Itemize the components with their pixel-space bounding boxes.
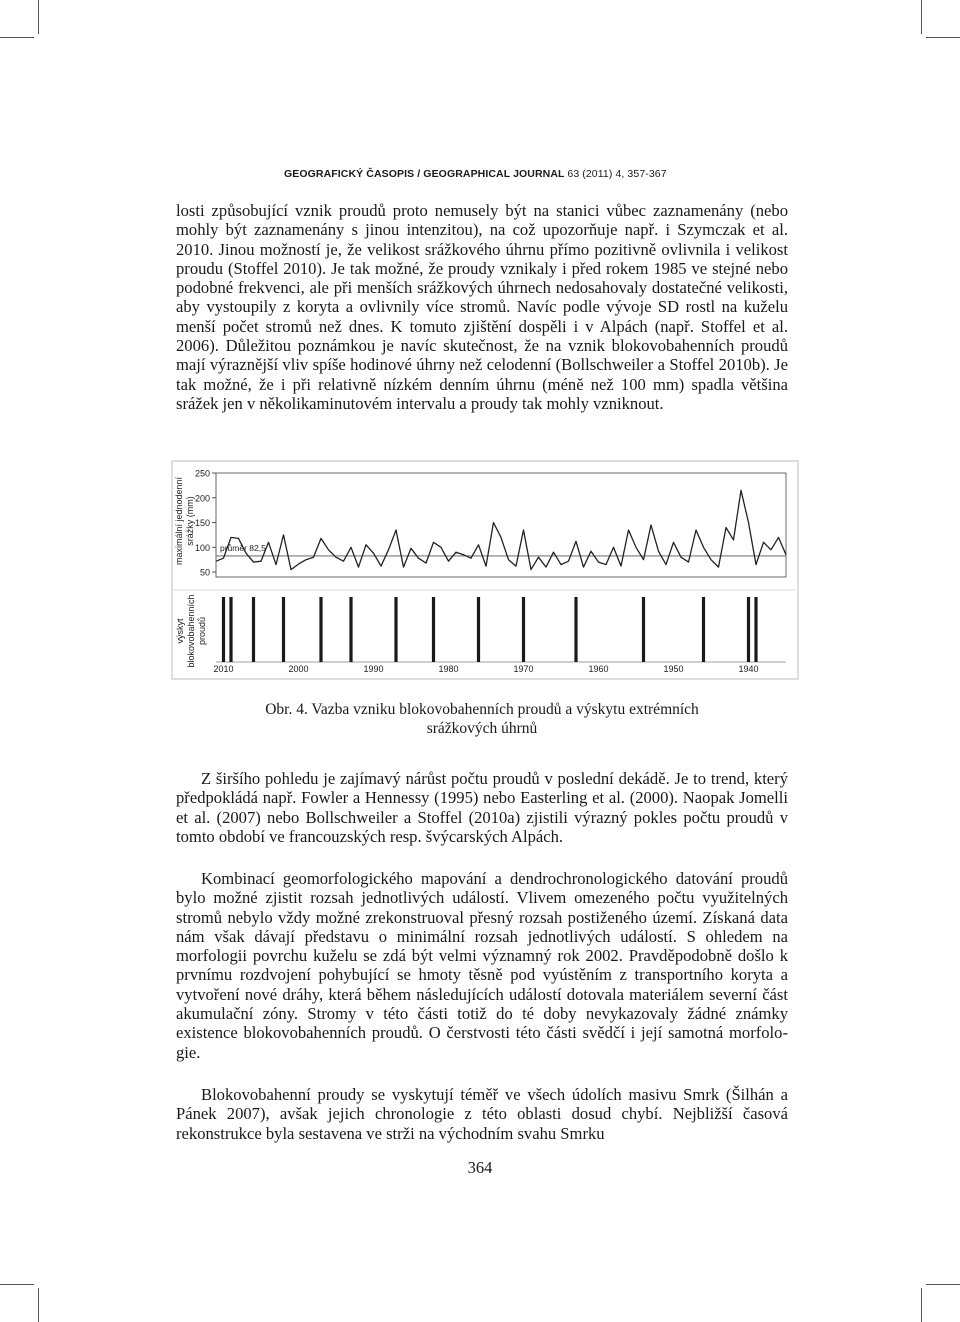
paragraph-4: Blokovobahenní proudy se vyskytují téměř ve všech údolích masivu Smrk (Šilhán a Pánek 2007), avšak jejich chronologie z této oblasti dosud chybí. Nejbližší časová rekonstrukce byla sestavena ve strži na východním svahu Smrku	[176, 1085, 788, 1143]
debris-flow-event-bar	[282, 597, 285, 662]
debris-flow-event-bar	[394, 597, 397, 662]
upper-ylabel-line-2: srážky (mm)	[185, 496, 195, 546]
paragraph-2: Z širšího pohledu je zajímavý nárůst počtu proudů v poslední dekádě. Je to trend, který předpokládá např. Fowler a Hennessy (1995) nebo Easterling et al. (2000). Naopak Jomelli et al. (2007) nebo Bollschweiler a Stoffel (2010a) zjistili výrazný pokles počtu proudů v tomto období ve francouzských resp. švýcarských Alpách.	[176, 769, 788, 846]
x-tick-label: 1960	[588, 664, 609, 674]
crop-mark	[38, 0, 39, 34]
page-number: 364	[467, 1158, 493, 1177]
y-tick-label: 100	[194, 542, 210, 553]
debris-flow-event-bar	[522, 597, 525, 662]
debris-flow-event-bar	[642, 597, 645, 662]
debris-flow-event-bar	[574, 597, 577, 662]
paragraph-3: Kombinací geomorfologického mapování a dendrochronologického datování proudů bylo možné zjistit rozsah jednotlivých událostí. Vlivem omezeného počtu využitelných stromů nebylo vždy možné zrekonstruoval přesný rozsah postiženého území. Získaná data nám však dávají představu o minimální rozsah jednotlivých událostí. S ohledem na morfologii povrchu kuželu se zdá být velmi významný rok 2002. Pravděpodobně došlo k prvnímu rozdvojení pohybující se hmoty těsně pod vyústěním z transportního koryta a vytvoření nové dráhy, která během následujících událostí dotovala materiálem severní část akumulační zóny. Stromy v této části totiž do té doby nevykazovaly žádné známky existence blokovobahenních proudů. O čerstvosti této části svědčí i její samotná morfologie.	[176, 869, 788, 1062]
upper-panel-box	[216, 473, 786, 577]
caption-line-2: srážkových úhrnů	[426, 720, 538, 737]
journal-title: GEOGRAFICKÝ ČASOPIS / GEOGRAPHICAL JOURNAL	[284, 168, 565, 180]
crop-mark	[926, 37, 960, 38]
debris-flow-event-bar	[747, 597, 750, 662]
debris-flow-event-bar	[349, 597, 352, 662]
figure-caption	[176, 700, 788, 738]
x-tick-label: 1950	[663, 664, 684, 674]
x-tick-label: 1970	[513, 664, 534, 674]
crop-mark	[0, 1284, 34, 1285]
lower-ylabel-line-3: proudů	[197, 616, 207, 646]
y-tick-label: 50	[199, 567, 210, 578]
lower-ylabel-line-1: výskyt	[175, 618, 185, 644]
y-tick-label: 250	[194, 468, 210, 479]
upper-ylabel-line-1: maximální jednodenní	[174, 476, 184, 566]
x-tick-label: 2010	[213, 664, 234, 674]
mean-label: průměr 82,5	[220, 542, 266, 553]
debris-flow-event-bar	[477, 597, 480, 662]
debris-flow-event-bar	[432, 597, 435, 662]
lower-ylabel-line-2: blokovobahenních	[186, 594, 196, 668]
debris-flow-event-bar	[702, 597, 705, 662]
debris-flow-event-bar	[754, 597, 757, 662]
y-tick-label: 150	[194, 518, 210, 529]
running-header	[284, 168, 684, 180]
x-tick-label: 2000	[288, 664, 309, 674]
debris-flow-event-bar	[229, 597, 232, 662]
debris-flow-event-bar	[252, 597, 255, 662]
crop-mark	[926, 1284, 960, 1285]
y-tick-label: 200	[194, 493, 210, 504]
x-tick-label: 1990	[363, 664, 384, 674]
figure-chart	[170, 459, 800, 681]
debris-flow-event-bar	[222, 597, 225, 662]
x-tick-label: 1940	[738, 664, 759, 674]
journal-volume: 63 (2011) 4, 357-367	[567, 168, 667, 180]
crop-mark	[0, 37, 34, 38]
paragraph-1: losti způsobující vznik proudů proto nemusely být na stanici vůbec zaznamenány (nebo mohly být zaznamenány s jinou intenzitou), na což upozorňuje např. i Szymczak et al. 2010. Jinou možností je, že velikost srážkového úhrnu přímo pozitivně ovlivnila i velikost proudu (Stoffel 2010). Je tak možné, že proudy vznikaly i před rokem 1985 ve stejné nebo podobné frekvenci, ale při menších srážkových úhrnech nedosahovaly dostatečné velikosti, aby vystoupily z koryta a ovlivnily více stromů. Navíc podle vývoje SD rostl na kuželu menší počet stromů než dnes. K tomuto zjištění dospěli i v Alpách (např. Stoffel et al. 2006). Důležitou poznámkou je navíc skutečnost, že na vznik blokovobahenních proudů mají výraznější vliv spíše hodinové úhrny než celodenní (Bollschweiler a Stoffel 2010b). Je tak možné, že i při relativně nízkém denním úhrnu (méně než 100 mm) spadla většina srážek jen v několikaminutovém intervalu a proudy tak mohly vzniknout.	[176, 201, 788, 413]
caption-line-1: Obr. 4. Vazba vzniku blokovobahenních proudů a výskytu extrémních	[265, 701, 699, 718]
debris-flow-event-bar	[319, 597, 322, 662]
x-tick-label: 1980	[438, 664, 459, 674]
crop-mark	[921, 1288, 922, 1322]
crop-mark	[38, 1288, 39, 1322]
crop-mark	[921, 0, 922, 34]
precipitation-series-line	[216, 490, 786, 569]
